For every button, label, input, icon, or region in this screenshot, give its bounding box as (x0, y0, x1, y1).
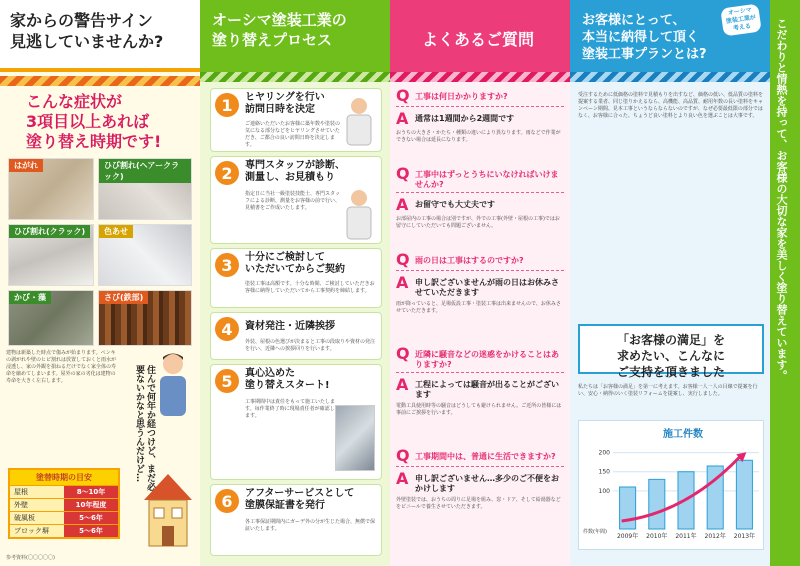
bar-chart-svg (579, 421, 765, 551)
bar (620, 487, 636, 529)
answer-text: お留守でも大丈夫です (415, 200, 495, 209)
panel2-heading-line2: 塗り替えプロセス (212, 31, 333, 49)
x-tick-label: 2013年 (733, 533, 756, 540)
a-mark-icon: A (396, 469, 409, 488)
badge-line: 塗装工業が (725, 13, 757, 26)
company-badge (720, 3, 762, 36)
timeline-row (10, 511, 118, 524)
faq-answer (396, 111, 564, 127)
faq-item-2 (396, 166, 564, 230)
staff-illustration (341, 187, 377, 241)
question-text: 工事は何日かかりますか? (415, 92, 508, 101)
answer-detail: おうちの大きさ・かたち・種類の違いにより異なります。雨などで作業ができない場合は延長になります。 (396, 130, 561, 143)
a-mark-icon: A (396, 109, 409, 128)
panel-plan (570, 0, 770, 566)
process-step-1 (210, 88, 382, 152)
faq-answer (396, 275, 564, 298)
step-title (245, 160, 345, 184)
faq-question (396, 88, 564, 107)
panel3-stripe (390, 72, 570, 82)
q-mark-icon: Q (396, 164, 410, 183)
panel1-heading (0, 0, 200, 72)
step-title-line: 十分にご検討して (245, 252, 325, 263)
faq-heading: よくあるご質問 (390, 0, 570, 72)
slogan-text: こだわりと情熱を持って、お客様の大切な家を美しく塗り替えています。 (775, 18, 788, 381)
timeline-title: 塗替時期の目安 (10, 470, 118, 485)
x-tick-label: 2011年 (675, 533, 697, 540)
badge-line: 考える (732, 22, 752, 33)
photo-label: さび(鉄部) (99, 291, 148, 304)
q-mark-icon: Q (396, 86, 410, 105)
hook-line3: 塗り替え時期です! (26, 132, 162, 151)
faq-answer (396, 197, 564, 213)
step-number: 1 (215, 93, 239, 117)
step-title-line: 塗り替えスタート! (245, 380, 330, 391)
step-title (245, 488, 354, 512)
timeline-key: 破風板 (10, 512, 64, 524)
faq-item-3 (396, 252, 564, 315)
chart-title: 施工件数 (663, 429, 703, 440)
step-description: ご連絡いただいたお客様に築年数や塗装の気になる部分などをヒヤリングさせていただき、ご都合の良い訪問日時を決定します。 (245, 121, 341, 148)
panel-vertical-slogan (770, 0, 800, 566)
step-description: 塗装工事は高額です。十分な時間、ご検討していただきお客様に納得していただいてから工事契約を締結します。 (245, 281, 375, 294)
step-number: 2 (215, 161, 239, 185)
answer-text: 申し訳ございません…多少のご不便をおかけします (415, 474, 559, 493)
staff-illustration (341, 95, 377, 147)
panel1-heading-line2: 見逃していませんか? (10, 32, 164, 51)
y-tick-label: 100 (598, 487, 610, 495)
process-step-6 (210, 484, 382, 556)
bar (649, 479, 665, 529)
symptom-hook (26, 92, 192, 152)
step-title-line: 資材発注・近隣挨拶 (245, 321, 335, 332)
x-tick-label: 2009年 (616, 533, 639, 540)
process-step-5 (210, 364, 382, 480)
q-mark-icon: Q (396, 446, 410, 465)
process-step-3 (210, 248, 382, 308)
plan-heading-line1: お客様にとって、 (582, 13, 686, 28)
house-illustration (140, 470, 196, 550)
answer-text: 通常は1週間から2週間です (415, 114, 515, 123)
photo-peeling (8, 158, 94, 220)
step-title-line: 訪問日時を決定 (245, 104, 315, 115)
panel1-stripe (0, 76, 200, 86)
question-text: 工事期間中は、普通に生活できますか? (415, 452, 556, 461)
faq-answer (396, 377, 564, 400)
plan-heading-line3: 塗装工事プランとは? (582, 47, 707, 62)
step-description: 各工事保証期間内にガーデ外の分が生じた場合、無償で保証いたします。 (245, 519, 376, 532)
repaint-timeline (8, 468, 120, 539)
construction-count-chart (578, 420, 764, 550)
photo-label: かび・藻 (9, 291, 51, 304)
bar (736, 460, 752, 529)
callout-line: 「お客様の満足」を (616, 333, 725, 347)
chart-ylabel: 件数(年間) (583, 529, 607, 535)
x-tick-label: 2012年 (704, 533, 726, 540)
hook-line1: こんな症状が (26, 92, 123, 111)
panel4-stripe (570, 72, 770, 82)
faq-question (396, 448, 564, 467)
satisfaction-callout (578, 324, 764, 379)
photo-crack (8, 224, 94, 286)
reference-note: 参考資料(〇〇〇〇〇) (6, 555, 55, 561)
step-title-line: アフターサービスとして (245, 488, 355, 499)
panel2-stripe (200, 72, 390, 82)
customer-speech: 住んで何年か経つけど、まだ必要ないかなと思うんだけど… (134, 365, 155, 491)
step-title-line: 専門スタッフが診断、 (245, 160, 345, 171)
step-title (245, 252, 345, 276)
faq-question (396, 166, 564, 193)
step-title-line: 塗膜保証書を発行 (245, 500, 325, 511)
photo-hair-crack (98, 158, 192, 220)
customer-illustration (150, 350, 196, 420)
step-number: 5 (215, 369, 239, 393)
panel-faq (390, 0, 570, 566)
step-title-line: 測量し、お見積もり (245, 172, 335, 183)
a-mark-icon: A (396, 195, 409, 214)
faq-question (396, 346, 564, 373)
step-title (245, 321, 335, 333)
q-mark-icon: Q (396, 344, 410, 363)
timeline-key: 外壁 (10, 499, 64, 511)
timeline-row (10, 498, 118, 511)
badge-line: オーシマ (727, 6, 753, 17)
panel2-heading-line1: オーシマ塗装工業の (212, 11, 347, 29)
step-number: 6 (215, 489, 239, 513)
step-title (245, 92, 325, 116)
step-description: 工事期間中は責任をもって施工いたします。毎作業終了時に現場責任者が確認します。 (245, 399, 336, 419)
timeline-key: 屋根 (10, 486, 64, 498)
question-text: 雨の日は工事はするのですか? (415, 256, 524, 265)
photo-label: はがれ (9, 159, 43, 172)
question-text: 工事中はずっとうちにいなければいけませんか? (415, 170, 559, 189)
timeline-value: 10年程度 (64, 499, 118, 511)
plan-heading-line2: 本当に納得して頂く (582, 30, 700, 45)
timeline-value: 8〜10年 (64, 486, 118, 498)
faq-item-4 (396, 346, 564, 417)
photo-rust (98, 290, 192, 346)
photo-label: ひび割れ(ヘアークラック) (99, 159, 191, 183)
faq-question (396, 252, 564, 271)
answer-detail: 外壁塗装では、おうちの周りに足場を組み、窓・ドア、そして給湯器などをビニールで養生させていただきます。 (396, 497, 561, 510)
timeline-key: ブロック塀 (10, 525, 64, 537)
step-title (245, 368, 330, 392)
answer-detail: 雨が降っていると、足場仮設工事・塗装工事は出来ませんので、お休みさせていただきます。 (396, 301, 561, 314)
callout-line: ご支持を頂きました (616, 365, 725, 379)
warning-body-text: 建物は新築した時点で傷みが始まります。ペンキの剥がれや壁のヒビ割れは放置しておくと雨水が浸透し、家の外観を損ねるだけでなく家全体の寿命を縮めてしまいます。屋外の家の劣化は建物の寿命を大きく左右します。 (6, 350, 117, 384)
answer-detail: 電動工具使用時等の騒音はどうしても避けられません。ご近所の皆様には事前にご挨拶を行います。 (396, 403, 562, 416)
photo-fading (98, 224, 192, 286)
callout-line: 求めたい、こんなに (616, 349, 725, 363)
q-mark-icon: Q (396, 250, 410, 269)
work-photo (335, 405, 375, 471)
step-title-line: いただいてからご契約 (245, 264, 345, 275)
a-mark-icon: A (396, 273, 409, 292)
timeline-value: 5〜6年 (64, 525, 118, 537)
satisfaction-body-text: 私たちは「お客様の満足」を第一に考えます。お客様一人一人の目線で提案を行い、安心・納得のいく塗装リフォームを提案し、実行しました。 (578, 384, 758, 397)
timeline-row (10, 524, 118, 537)
step-description: 指定日に当社一級塗装技能士、専門スタッフによる診断、測量をお客様の前で行い、見積書をご作成いたします。 (245, 191, 341, 211)
faq-item-5 (396, 448, 564, 511)
x-tick-label: 2010年 (646, 533, 668, 540)
hook-line2: 3項目以上あれば (26, 112, 150, 131)
step-number: 4 (215, 317, 239, 341)
step-title-line: ヒヤリングを行い (245, 92, 325, 103)
y-tick-label: 150 (598, 468, 610, 476)
panel-process (200, 0, 390, 566)
process-step-2 (210, 156, 382, 244)
process-step-4 (210, 312, 382, 360)
y-tick-label: 200 (598, 449, 610, 457)
photo-mold (8, 290, 94, 346)
faq-item-1 (396, 88, 564, 144)
plan-body-text: 受注するために低価格の塗料で見積もりを出すなど、価格の低い、低品質の塗料を提案する業者、同じ塗りかえるなら、高機能、高品質、耐用年数の長い塗料をキャンペーン期間、見本工事というならならないのですが、なぜ必要最低限の部分ではなく、お客様に合った、ちょうど良い塗料とより良い色を選ぶことは大事です。 (578, 92, 764, 119)
step-description: 外装、屋根の色選びが決まると工事の段取りや資材の発注を行い、近隣への挨拶回りを行います。 (245, 339, 376, 352)
answer-text: 工程によっては騒音が出ることがございます (415, 380, 559, 399)
panel1-heading-line1: 家からの警告サイン (10, 11, 153, 30)
question-text: 近隣に騒音などの迷惑をかけることはありますか? (415, 350, 559, 369)
photo-label: 色あせ (99, 225, 133, 238)
photo-label: ひび割れ(クラック) (9, 225, 90, 238)
timeline-value: 5〜6年 (64, 512, 118, 524)
panel-warning-signs (0, 0, 200, 566)
timeline-row (10, 485, 118, 498)
panel2-heading (200, 0, 390, 72)
step-number: 3 (215, 253, 239, 277)
answer-text: 申し訳ございませんが雨の日はお休みさせていただきます (415, 278, 559, 297)
step-title-line: 真心込めた (245, 368, 295, 379)
answer-detail: お部屋内の工事の場合は別ですが、外での工事(外壁・屋根の工事)ではお留守にしていただいても問題ございません。 (396, 216, 560, 229)
a-mark-icon: A (396, 375, 409, 394)
faq-answer (396, 471, 564, 494)
